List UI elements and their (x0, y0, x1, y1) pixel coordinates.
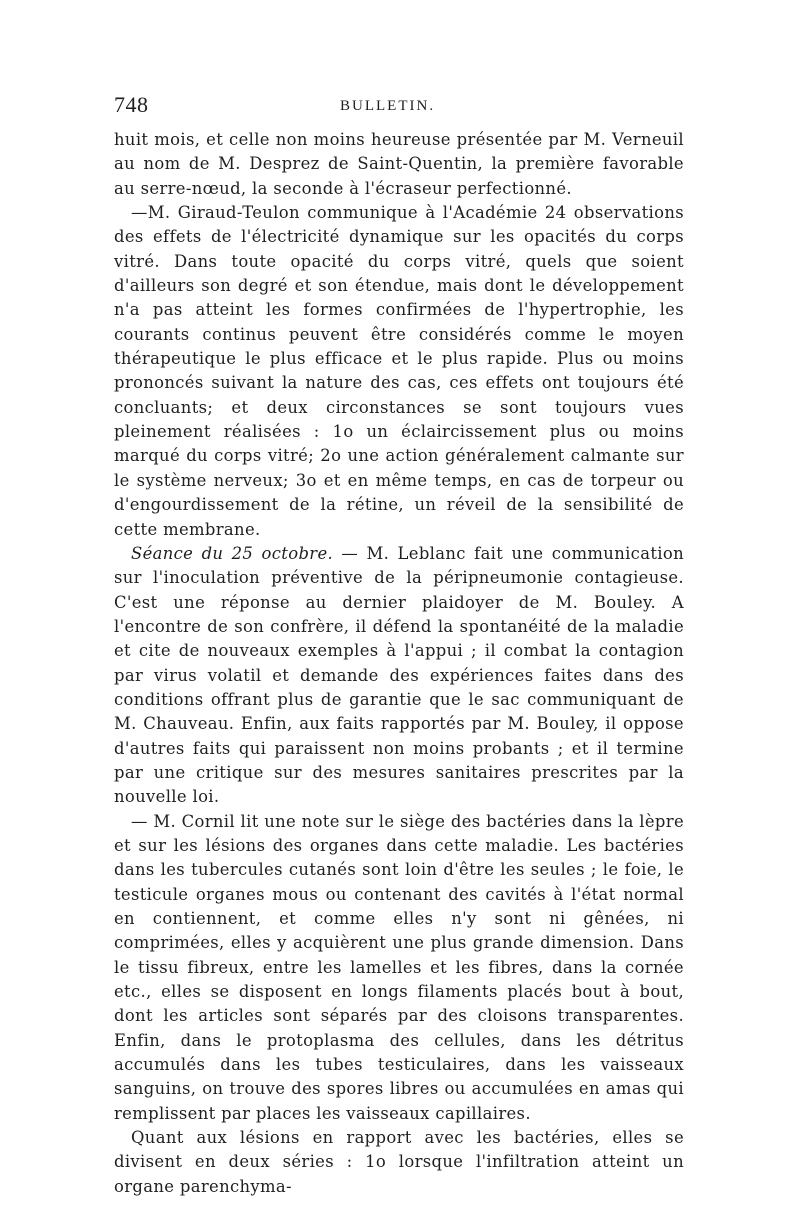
body-text (114, 128, 684, 1199)
running-title: BULLETIN. (340, 98, 436, 114)
paragraph-continuation: huit mois, et celle non moins heureuse présentée par M. Verneuil au nom de M. Desprez de Saint-Quentin, la première favorable au serre-nœud, la seconde à l'écraseur perfectionné. (114, 130, 684, 198)
page-header (114, 92, 684, 120)
paragraph-cornil: — M. Cornil lit une note sur le siège des bactéries dans la lèpre et sur les lésions des organes dans cette maladie. Les bactéries dans les tubercules cutanés sont loin d'être les seules ; le foie, le testicule organes mous ou contenant des cavités à l'état normal en contiennent, et comme elles n'y sont ni gênées, ni comprimées, elles y acquièrent une plus grande dimension. Dans le tissu fibreux, entre les lamelles et les fibres, dans la cornée etc., elles se disposent en longs filaments placés bout à bout, dont les articles sont séparés par des cloisons transparentes. Enfin, dans le protoplasma des cellules, dans les détritus accumulés dans les tubes testiculaires, dans les vaisseaux sanguins, on trouve des spores libres ou accumulées en amas qui remplissent par places les vaisseaux capillaires. (114, 811, 684, 1123)
paragraph-seance-25-octobre (114, 542, 684, 810)
session-date-label: Séance du 25 octobre. (131, 543, 334, 563)
paragraph-lesions: Quant aux lésions en rapport avec les bactéries, elles se divisent en deux séries : 1o lorsque l'infiltration atteint un organe parenchyma- (114, 1128, 684, 1196)
page-number: 748 (114, 92, 149, 117)
paragraph-leblanc-text: — M. Leblanc fait une communication sur l'inoculation préventive de la péripneumonie contagieuse. C'est une réponse au dernier plaidoyer de M. Bouley. A l'encontre de son confrère, il défend la spontanéité de la maladie et cite de nouveaux exemples à l'appui ; il combat la contagion par virus volatil et demande des expériences faites dans des conditions offrant plus de garantie que le sac communiquant de M. Chauveau. Enfin, aux faits rapportés par M. Bouley, il oppose d'autres faits qui paraissent non moins probants ; et il termine par une critique sur des mesures sanitaires prescrites par la nouvelle loi. (114, 543, 684, 807)
paragraph-giraud-teulon: —M. Giraud-Teulon communique à l'Académie 24 observations des effets de l'électricité dynamique sur les opacités du corps vitré. Dans toute opacité du corps vitré, quels que soient d'ailleurs son degré et son étendue, mais dont le développement n'a pas atteint les formes confirmées de l'hypertrophie, les courants continus peuvent être considérés comme le moyen thérapeutique le plus efficace et le plus rapide. Plus ou moins prononcés suivant la nature des cas, ces effets ont toujours été concluants; et deux circonstances se sont toujours vues pleinement réalisées : 1o un éclaircissement plus ou moins marqué du corps vitré; 2o une action généralement calmante sur le système nerveux; 3o et en même temps, en cas de torpeur ou d'engourdissement de la rétine, un réveil de la sensibilité de cette membrane. (114, 203, 684, 539)
